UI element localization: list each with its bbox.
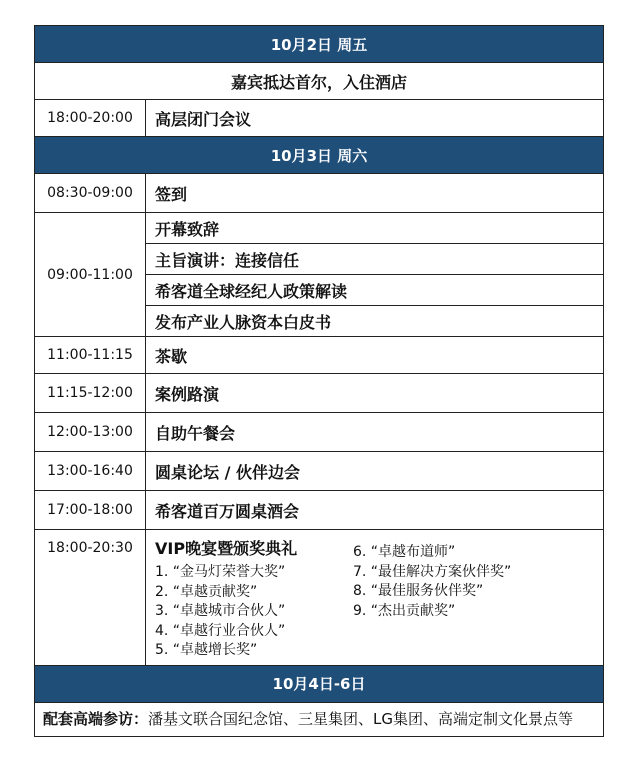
award-item: 4. “卓越行业合伙人”	[155, 622, 286, 639]
activity-cell: 发布产业人脉资本白皮书	[146, 306, 604, 337]
schedule-row	[35, 213, 604, 244]
day1-arrival-row	[35, 63, 604, 100]
activity-cell: 签到	[146, 174, 604, 213]
footer-label: 配套高端参访：	[43, 709, 149, 728]
award-item: 1. “金马灯荣誉大奖”	[155, 564, 286, 580]
award-item: 6. “卓越布道师”	[353, 544, 456, 560]
time-cell: 17:00-18:00	[35, 491, 146, 530]
vip-cell	[146, 530, 604, 666]
time-cell: 11:15-12:00	[35, 374, 146, 413]
schedule-row	[35, 100, 604, 137]
schedule-row	[35, 337, 604, 374]
time-cell: 18:00-20:30	[35, 530, 146, 666]
day1-header-row	[35, 26, 604, 63]
day3-header-row	[35, 665, 604, 702]
activity-cell: 希客道全球经纪人政策解读	[146, 275, 604, 306]
time-cell: 11:00-11:15	[35, 337, 146, 374]
awards-column-2	[353, 543, 511, 661]
time-cell: 12:00-13:00	[35, 413, 146, 452]
activity-cell: 开幕致辞	[146, 213, 604, 244]
day3-header: 10月4日-6日	[35, 665, 604, 702]
activity-cell: 希客道百万圆桌酒会	[146, 491, 604, 530]
activity-cell: 主旨演讲：连接信任	[146, 244, 604, 275]
award-item: 9. “杰出贡献奖”	[353, 602, 456, 619]
day1-header: 10月2日 周五	[35, 26, 604, 63]
schedule-sheet	[34, 25, 603, 737]
time-cell: 08:30-09:00	[35, 174, 146, 213]
footer-row	[35, 702, 604, 736]
activity-cell: 高层闭门会议	[146, 100, 604, 137]
time-cell: 13:00-16:40	[35, 452, 146, 491]
activity-cell: 茶歇	[146, 337, 604, 374]
schedule-row	[35, 413, 604, 452]
award-item: 5. “卓越增长奖”	[155, 642, 258, 658]
activity-cell: 案例路演	[146, 374, 604, 413]
schedule-row	[35, 491, 604, 530]
award-item: 2. “卓越贡献奖”	[155, 583, 258, 600]
day1-arrival: 嘉宾抵达首尔，入住酒店	[35, 63, 604, 100]
schedule-table	[34, 25, 604, 737]
award-item: 7. “最佳解决方案伙伴奖”	[353, 563, 512, 580]
schedule-row	[35, 174, 604, 213]
award-item: 3. “卓越城市合伙人”	[155, 603, 286, 619]
footer-cell	[35, 702, 604, 736]
day2-header-row	[35, 137, 604, 174]
schedule-row	[35, 374, 604, 413]
vip-title: VIP晚宴暨颁奖典礼	[155, 539, 298, 558]
awards-column-1	[155, 563, 353, 661]
award-item: 8. “最佳服务伙伴奖”	[353, 583, 484, 599]
vip-row	[35, 530, 604, 666]
day2-header: 10月3日 周六	[35, 137, 604, 174]
time-cell: 18:00-20:00	[35, 100, 146, 137]
activity-cell: 圆桌论坛 / 伙伴边会	[146, 452, 604, 491]
schedule-row	[35, 452, 604, 491]
time-cell: 09:00-11:00	[35, 213, 146, 337]
footer-text: 潘基文联合国纪念馆、三星集团、LG集团、高端定制文化景点等	[148, 709, 573, 728]
activity-cell: 自助午餐会	[146, 413, 604, 452]
